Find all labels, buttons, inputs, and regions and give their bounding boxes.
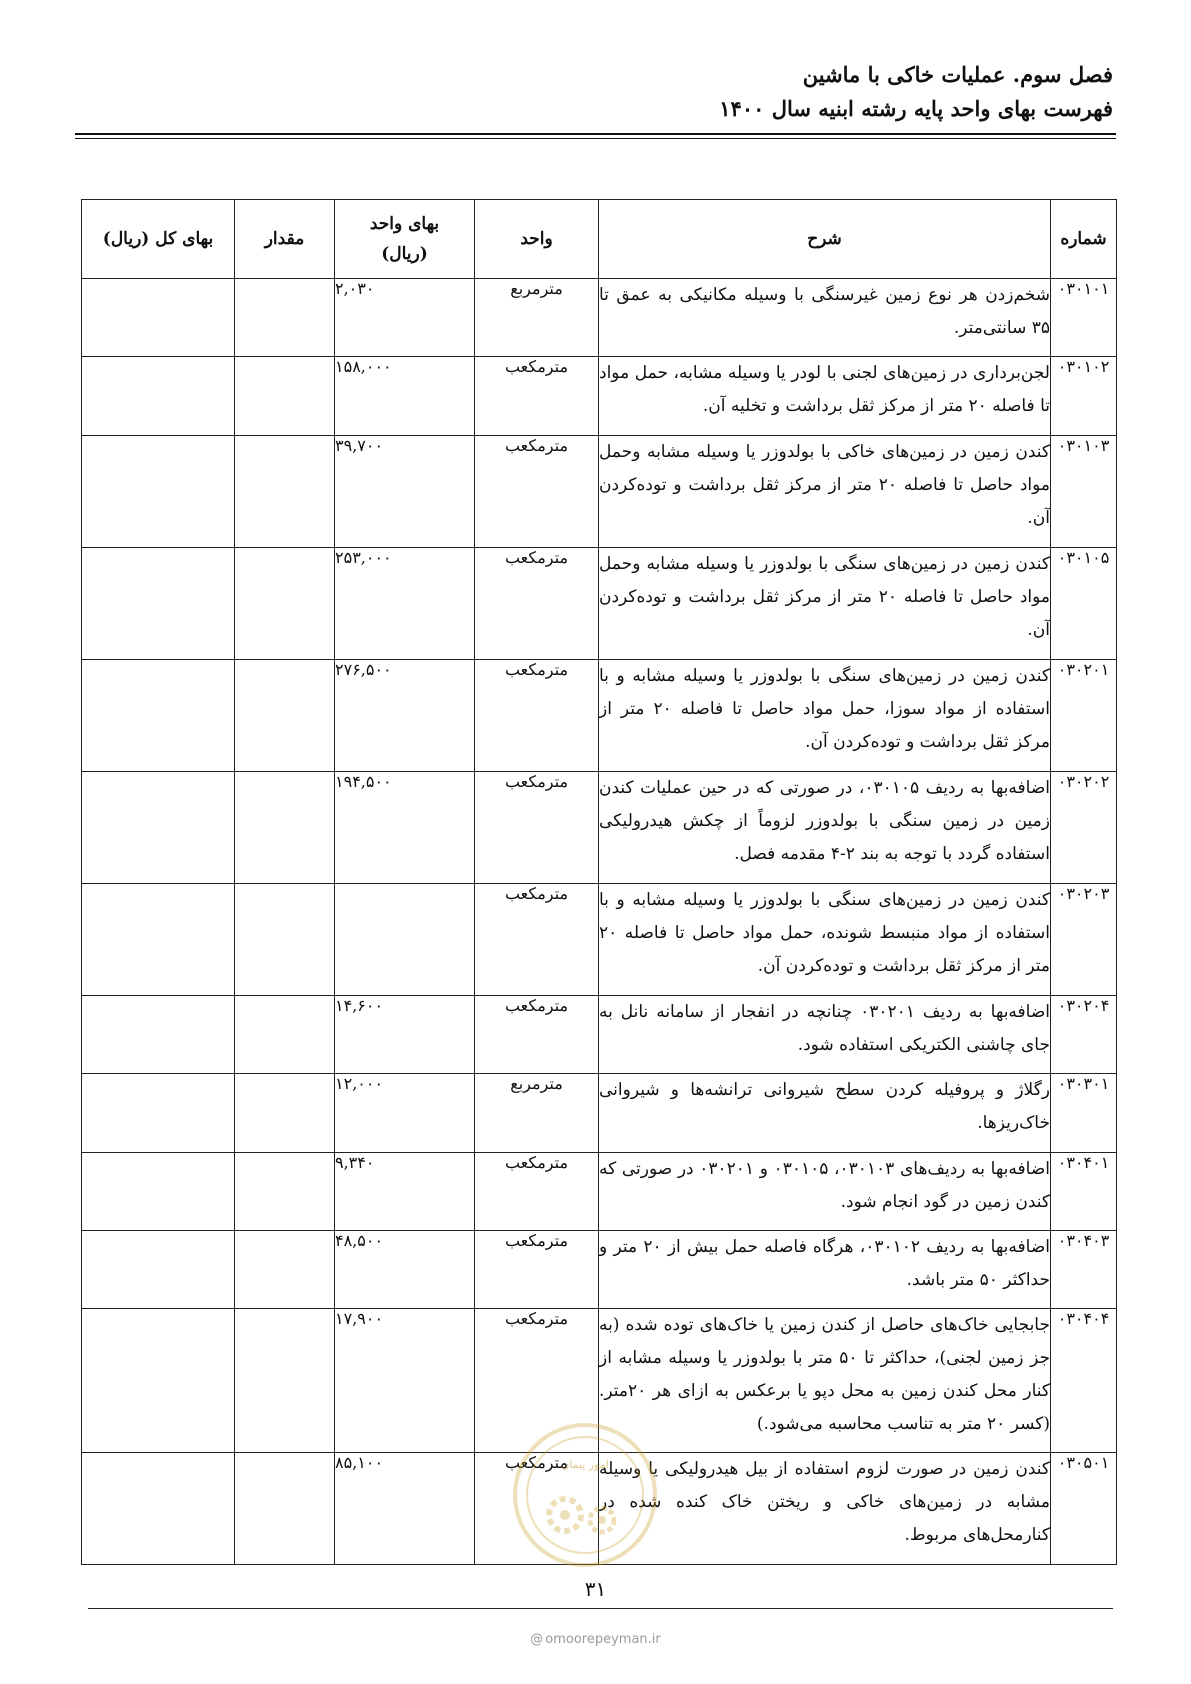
- table-row: [82, 357, 1117, 436]
- at-icon: @: [530, 1632, 544, 1647]
- row-code: ۰۳۰۱۰۳: [1051, 436, 1117, 548]
- seal-text: امور پیمان: [561, 1458, 609, 1471]
- site-url: omoorepeyman.ir: [545, 1632, 661, 1647]
- row-code: ۰۳۰۲۰۳: [1051, 884, 1117, 996]
- row-code: ۰۳۰۳۰۱: [1051, 1074, 1117, 1153]
- row-total: [82, 1309, 235, 1453]
- row-total: [82, 279, 235, 357]
- row-unit-price: ۱۴,۶۰۰: [335, 996, 475, 1074]
- row-unit: مترمکعب: [475, 357, 599, 436]
- table-row: [82, 884, 1117, 996]
- table-row: [82, 1309, 1117, 1453]
- row-desc: کندن زمین در صورت لزوم استفاده از بیل هیدرولیکی یا وسیله مشابه در زمین‌های خاکی و ریختن خاک کنده شده در کنارمحل‌های مربوط.: [599, 1453, 1051, 1565]
- row-total: [82, 996, 235, 1074]
- row-unit: مترمکعب: [475, 1231, 599, 1309]
- header-rule-thick: [75, 133, 1116, 135]
- table-row: [82, 436, 1117, 548]
- row-desc: اضافه‌بها به ردیف ۰۳۰۱۰۲، هرگاه فاصله حمل بیش از ۲۰ متر و حداکثر ۵۰ متر باشد.: [599, 1231, 1051, 1309]
- row-unit-price: ۲۵۳,۰۰۰: [335, 548, 475, 660]
- table-row: [82, 660, 1117, 772]
- row-unit-price: ۸۵,۱۰۰: [335, 1453, 475, 1565]
- row-total: [82, 1231, 235, 1309]
- row-desc: کندن زمین در زمین‌های سنگی با بولدوزر یا وسیله مشابه و با استفاده از مواد سوزا، حمل مواد حاصل تا فاصله ۲۰ متر از مرکز ثقل برداشت و توده‌کردن آن.: [599, 660, 1051, 772]
- row-unit: مترمربع: [475, 1074, 599, 1153]
- table-row: [82, 548, 1117, 660]
- row-quantity: [235, 772, 335, 884]
- row-code: ۰۳۰۲۰۱: [1051, 660, 1117, 772]
- chapter-title: فصل سوم. عملیات خاکی با ماشین: [802, 62, 1113, 87]
- row-quantity: [235, 660, 335, 772]
- row-code: ۰۳۰۴۰۱: [1051, 1153, 1117, 1231]
- row-quantity: [235, 884, 335, 996]
- list-title: فهرست بهای واحد پایه رشته ابنیه سال ۱۴۰۰: [719, 96, 1113, 121]
- row-code: ۰۳۰۲۰۲: [1051, 772, 1117, 884]
- row-quantity: [235, 1074, 335, 1153]
- footer-rule: [88, 1608, 1113, 1609]
- col-header-desc: شرح: [599, 200, 1051, 279]
- row-unit-price: ۱۲,۰۰۰: [335, 1074, 475, 1153]
- price-list-table: [81, 199, 1117, 1565]
- row-unit: مترمکعب: [475, 548, 599, 660]
- col-header-unit-price-currency: (ریال): [381, 244, 428, 264]
- row-code: ۰۳۰۲۰۴: [1051, 996, 1117, 1074]
- table-row: [82, 1153, 1117, 1231]
- table-row: [82, 772, 1117, 884]
- row-quantity: [235, 357, 335, 436]
- row-unit: مترمکعب: [475, 436, 599, 548]
- row-unit: مترمکعب: [475, 660, 599, 772]
- page-number: ۳۱: [584, 1577, 607, 1601]
- row-quantity: [235, 548, 335, 660]
- table-row: [82, 1231, 1117, 1309]
- row-quantity: [235, 436, 335, 548]
- row-code: ۰۳۰۴۰۳: [1051, 1231, 1117, 1309]
- row-total: [82, 660, 235, 772]
- col-header-quantity: مقدار: [235, 200, 335, 279]
- row-quantity: [235, 1153, 335, 1231]
- row-total: [82, 436, 235, 548]
- table-row: [82, 1074, 1117, 1153]
- row-total: [82, 357, 235, 436]
- row-desc: رگلاژ و پروفیله کردن سطح شیروانی ترانشه‌ها و شیروانی خاک‌ریزها.: [599, 1074, 1051, 1153]
- row-unit-price: ۱۹۴,۵۰۰: [335, 772, 475, 884]
- row-unit: مترمربع: [475, 279, 599, 357]
- row-quantity: [235, 1453, 335, 1565]
- row-code: ۰۳۰۱۰۵: [1051, 548, 1117, 660]
- row-total: [82, 1074, 235, 1153]
- row-desc: کندن زمین در زمین‌های سنگی با بولدوزر یا وسیله مشابه وحمل مواد حاصل تا فاصله ۲۰ متر از مرکز ثقل برداشت و توده‌کردن آن.: [599, 548, 1051, 660]
- row-unit-price: ۳۹,۷۰۰: [335, 436, 475, 548]
- row-unit: مترمکعب: [475, 1309, 599, 1453]
- row-unit-price: ۲,۰۳۰: [335, 279, 475, 357]
- row-unit: مترمکعب: [475, 1453, 599, 1565]
- row-total: [82, 884, 235, 996]
- row-desc: اضافه‌بها به ردیف ۰۳۰۲۰۱ چنانچه در انفجار از سامانه نانل به جای چاشنی الکتریکی استفاده شود.: [599, 996, 1051, 1074]
- table-row: [82, 279, 1117, 357]
- footer-site: [0, 1632, 1191, 1647]
- row-unit: مترمکعب: [475, 996, 599, 1074]
- row-unit-price: ۹,۳۴۰: [335, 1153, 475, 1231]
- row-desc: شخم‌زدن هر نوع زمین غیرسنگی با وسیله مکانیکی به عمق تا ۳۵ سانتی‌متر.: [599, 279, 1051, 357]
- row-unit-price: [335, 884, 475, 996]
- row-desc: کندن زمین در زمین‌های سنگی با بولدوزر یا وسیله مشابه و با استفاده از مواد منبسط شونده، حمل مواد حاصل تا فاصله ۲۰ متر از مرکز ثقل برداشت و توده‌کردن آن.: [599, 884, 1051, 996]
- row-desc: اضافه‌بها به ردیف ۰۳۰۱۰۵، در صورتی که در حین عملیات کندن زمین در زمین سنگی با بولدوزر لزوماً از چکش هیدرولیکی استفاده گردد با توجه به بند ۲-۴ مقدمه فصل.: [599, 772, 1051, 884]
- row-total: [82, 1153, 235, 1231]
- row-desc: جابجایی خاک‌های حاصل از کندن زمین یا خاک‌های توده شده (به جز زمین لجنی)، حداکثر تا ۵۰ متر با بولدوزر یا وسیله مشابه از کنار محل کندن زمین به محل دپو یا برعکس به ازای هر ۲۰متر. (کسر ۲۰ متر به تناسب محاسبه می‌شود.): [599, 1309, 1051, 1453]
- row-unit-price: ۱۵۸,۰۰۰: [335, 357, 475, 436]
- row-unit: مترمکعب: [475, 884, 599, 996]
- col-header-code: شماره: [1051, 200, 1117, 279]
- header-rule-thin: [75, 138, 1116, 139]
- row-code: ۰۳۰۱۰۱: [1051, 279, 1117, 357]
- row-unit-price: ۲۷۶,۵۰۰: [335, 660, 475, 772]
- row-total: [82, 1453, 235, 1565]
- row-code: ۰۳۰۴۰۴: [1051, 1309, 1117, 1453]
- row-unit-price: ۱۷,۹۰۰: [335, 1309, 475, 1453]
- row-quantity: [235, 1309, 335, 1453]
- table-row: [82, 996, 1117, 1074]
- row-unit: مترمکعب: [475, 772, 599, 884]
- row-total: [82, 548, 235, 660]
- row-unit: مترمکعب: [475, 1153, 599, 1231]
- row-code: ۰۳۰۵۰۱: [1051, 1453, 1117, 1565]
- col-header-total: بهای کل (ریال): [82, 200, 235, 279]
- row-quantity: [235, 279, 335, 357]
- page-header: [719, 58, 1113, 126]
- col-header-unit: واحد: [475, 200, 599, 279]
- row-desc: لجن‌برداری در زمین‌های لجنی با لودر یا وسیله مشابه، حمل مواد تا فاصله ۲۰ متر از مرکز ثقل برداشت و تخلیه آن.: [599, 357, 1051, 436]
- col-header-unit-price: [335, 200, 475, 279]
- row-unit-price: ۴۸,۵۰۰: [335, 1231, 475, 1309]
- table-header-row: [82, 200, 1117, 279]
- row-desc: کندن زمین در زمین‌های خاکی با بولدوزر یا وسیله مشابه وحمل مواد حاصل تا فاصله ۲۰ متر از مرکز ثقل برداشت و توده‌کردن آن.: [599, 436, 1051, 548]
- row-quantity: [235, 996, 335, 1074]
- row-code: ۰۳۰۱۰۲: [1051, 357, 1117, 436]
- col-header-unit-price-label: بهای واحد: [369, 214, 440, 234]
- row-quantity: [235, 1231, 335, 1309]
- row-total: [82, 772, 235, 884]
- row-desc: اضافه‌بها به ردیف‌های ۰۳۰۱۰۳، ۰۳۰۱۰۵ و ۰۳۰۲۰۱ در صورتی که کندن زمین در گود انجام شود.: [599, 1153, 1051, 1231]
